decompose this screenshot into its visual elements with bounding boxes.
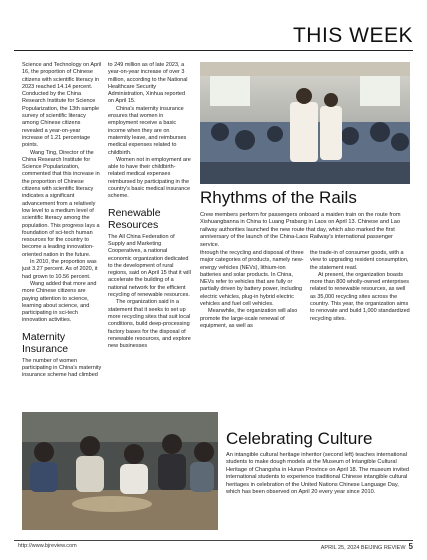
culture-caption: An intangible cultural heritage inheritor (second left) teaches international students to make dough models at the Museum of Intangible Cultural Heritage of Changsha in Hunan Province on April 18. The museum invited international students to experience traditional Chinese intangible cultural heritages in celebration of the United Nations Chinese Language Day, which has been observed on April 20 every year since 2010. xyxy=(226,452,410,496)
body-paragraph: Science and Technology on April 16, the proportion of Chinese citizens with scientific literacy in 2023 reached 14.14 percent. Conducted by the China Research Institute for Science Popularization, the 13th sample survey of scientific literacy among Chinese citizens revealed a year-on-year increase of 1.21 percentage points. xyxy=(22,62,102,149)
body-paragraph: At present, the organization boasts more than 800 wholly-owned enterprises related to renewable resources, as well as 35,000 recycling sites across the country. This year, the organization aims to renovate and build 1,000 standardized recycling sites. xyxy=(310,271,410,322)
article-column-3 xyxy=(200,250,304,330)
body-paragraph: The number of women participating in China's maternity insurance scheme had climbed xyxy=(22,357,102,379)
body-paragraph: through the recycling and disposal of three major categories of products, namely new-energy vehicles (NEVs), lithium-ion batteries and solar products. In China, NEVs refer to vehicles that are fully or partially driven by battery power, including electric vehicles, plug-in hybrid electric vehicles and fuel cell vehicles. xyxy=(200,250,304,308)
footer-rule xyxy=(14,540,413,541)
rails-title: Rhythms of the Rails xyxy=(200,188,357,207)
culture-photo xyxy=(22,412,218,530)
body-paragraph: Women not in employment are able to have their childbirth-related medical expenses reimbursed by participating in the country's basic medical insurance scheme. xyxy=(108,156,191,200)
subhead-maternity-insurance: Maternity Insurance xyxy=(22,330,69,355)
subhead-renewable-resources: Renewable Resources xyxy=(108,206,161,231)
issue-label: APRIL 25, 2024 BEIJING REVIEW xyxy=(320,545,406,551)
page-number: 5 xyxy=(408,542,413,551)
body-paragraph: Wang added that more and more Chinese citizens are paying attention to science, learning about science, and participating in sci-tech innovation activities. xyxy=(22,280,97,324)
train-photo xyxy=(200,62,410,184)
body-paragraph: The All China Federation of Supply and Marketing Cooperatives, a national economic organization dedicated to the development of rural regions, said on April 15 that it will accelerate the building of a national network for the efficient recycling of renewable resources. xyxy=(108,233,191,299)
header-rule xyxy=(14,50,413,51)
body-paragraph: Wang Ting, Director of the China Research Institute for Science Popularization, commented that this increase in the proportion of Chinese citizens with scientific literacy indicates a significant advancement from a relatively low level to a medium level of scientific literacy among the population. This progress lays a foundation of sci-tech human resources for the country to become a leading innovation-oriented nation in the future. xyxy=(22,149,100,258)
body-paragraph: the trade-in of consumer goods, with a view to upgrading resident consumption, the statement read. xyxy=(310,250,409,271)
article-column-4 xyxy=(310,250,410,323)
article-column-1 xyxy=(22,62,102,380)
body-paragraph: In 2010, the proportion was just 3.27 percent. As of 2020, it had grown to 10.56 percent. xyxy=(22,259,98,280)
article-column-2 xyxy=(108,62,192,350)
body-paragraph: China's maternity insurance ensures that women in employment receive a basic income when they are on maternity leave, and reimburses medical expenses related to childbirth. xyxy=(108,105,187,156)
rails-caption: Crew members perform for passengers onboard a maiden train on the route from Xishuangbanna in China to Luang Prabang in Laos on April 13. Chinese and Lao railway authorities launched the new route that day, which also marked the first anniversary of the launch of the China-Laos Railway's international passenger service. xyxy=(200,212,401,248)
body-paragraph: to 249 million as of late 2023, a year-on-year increase of over 3 million, according to the National Healthcare Security Administration, Xinhua reported on April 15. xyxy=(108,62,188,105)
footer-issue xyxy=(321,542,413,551)
body-paragraph: Meanwhile, the organization will also promote the large-scale renewal of equipment, as well as xyxy=(200,308,298,329)
body-paragraph: The organization said in a statement that it seeks to set up more recycling sites that suit local conditions, build deep-processing factory bases for the disposal of renewable resources, and explore new businesses xyxy=(108,299,191,350)
section-title: THIS WEEK xyxy=(292,24,413,47)
footer-url: http://www.bjreview.com xyxy=(18,543,77,549)
culture-title: Celebrating Culture xyxy=(226,429,373,448)
